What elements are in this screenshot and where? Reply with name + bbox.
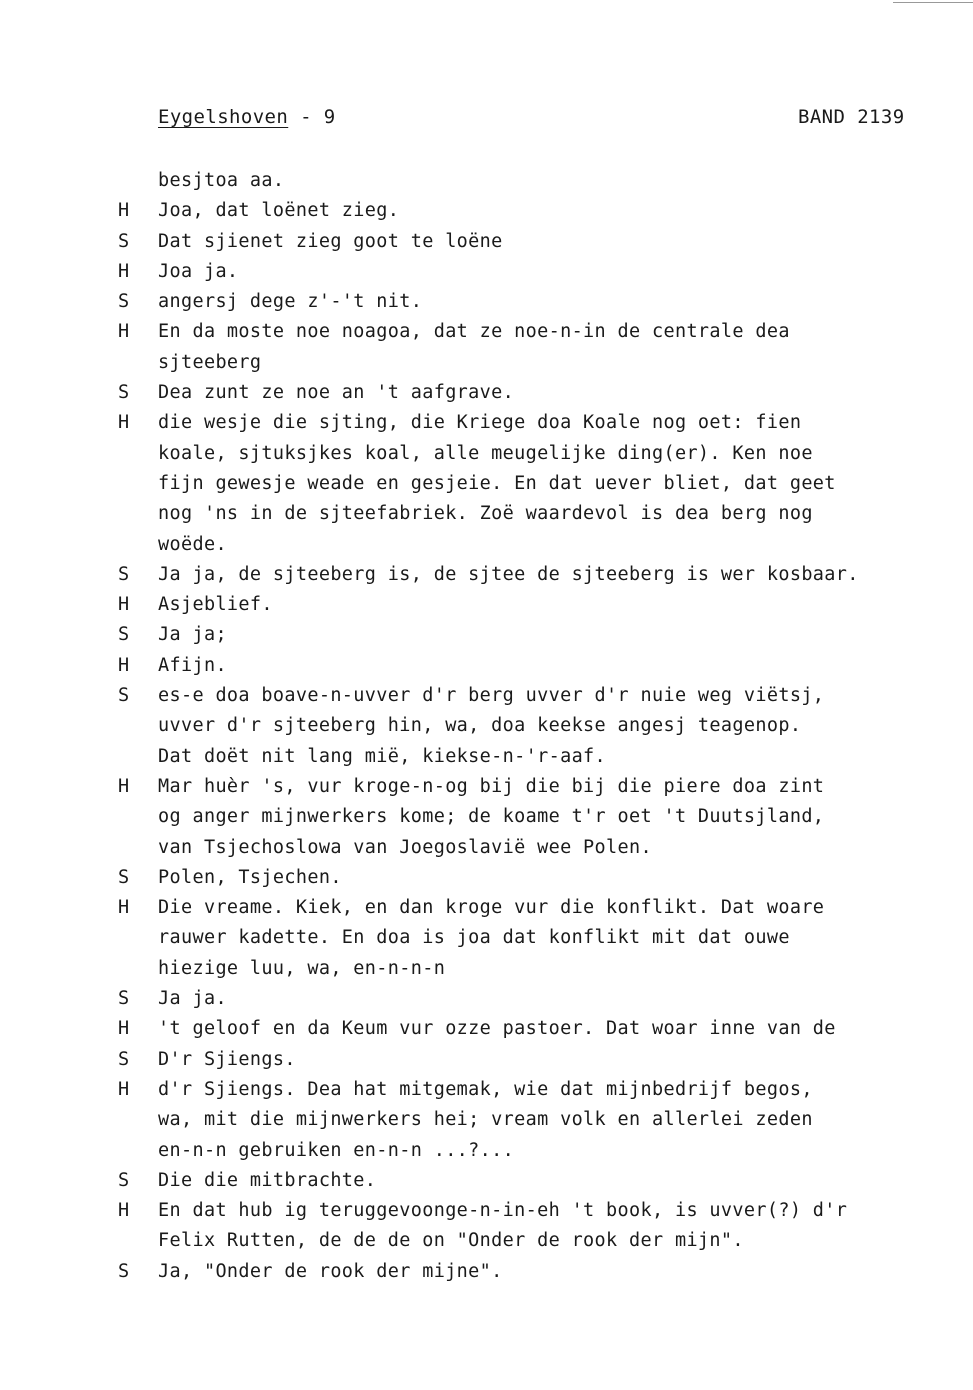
transcript-line (0, 560, 973, 590)
transcript-line (0, 1014, 973, 1044)
speaker-label: S (118, 563, 130, 585)
line-text: fijn gewesje weade en gesjeie. En dat uever bliet, dat geet (158, 472, 836, 494)
line-text: Afijn. (158, 654, 227, 676)
line-text: Felix Rutten, de de de on "Onder de rook der mijn". (158, 1230, 744, 1252)
transcript-line (0, 166, 973, 196)
line-text: nog 'ns in de sjteefabriek. Zoë waardevol is dea berg nog (158, 503, 813, 525)
line-text: En dat hub ig teruggevoonge-n-in-eh 't book, is uvver(?) d'r (158, 1200, 848, 1222)
transcript-line (0, 348, 973, 378)
line-text: og anger mijnwerkers kome; de koame t'r oet 't Duutsjland, (158, 806, 825, 828)
speaker-label: S (118, 1048, 130, 1070)
line-text: Dat sjienet zieg goot te loëne (158, 230, 503, 252)
transcript-line (0, 833, 973, 863)
transcript-line (0, 893, 973, 923)
speaker-label: H (118, 260, 130, 282)
line-text: Joa ja. (158, 260, 239, 282)
line-text: angersj dege z'-'t nit. (158, 291, 423, 313)
speaker-label: S (118, 291, 130, 313)
transcript-line (0, 1075, 973, 1105)
transcript-line (0, 863, 973, 893)
transcript-line (0, 1196, 973, 1226)
transcript-line (0, 408, 973, 438)
transcript-line (0, 378, 973, 408)
speaker-label: H (118, 775, 130, 797)
line-text: sjteeberg (158, 351, 262, 373)
line-text: En da moste noe noagoa, dat ze noe-n-in de centrale dea (158, 321, 790, 343)
transcript-lines (0, 166, 973, 1287)
transcript-line (0, 499, 973, 529)
line-text: Dea zunt ze noe an 't aafgrave. (158, 382, 515, 404)
speaker-label: H (118, 654, 130, 676)
speaker-label: S (118, 866, 130, 888)
line-text: d'r Sjiengs. Dea hat mitgemak, wie dat mijnbedrijf begos, (158, 1078, 813, 1100)
line-text: Ja ja; (158, 624, 227, 646)
transcript-line (0, 1226, 973, 1256)
line-text: es-e doa boave-n-uvver d'r berg uvver d'r nuie weg viëtsj, (158, 685, 825, 707)
transcript-line (0, 984, 973, 1014)
transcript-line (0, 1166, 973, 1196)
transcript-line (0, 257, 973, 287)
line-text: hiezige luu, wa, en-n-n-n (158, 957, 446, 979)
line-text: wa, mit die mijnwerkers hei; vream volk en allerlei zeden (158, 1109, 813, 1131)
speaker-label: S (118, 382, 130, 404)
transcript-line (0, 772, 973, 802)
line-text: rauwer kadette. En doa is joa dat konflikt mit dat ouwe (158, 927, 790, 949)
speaker-label: H (118, 897, 130, 919)
transcript-line (0, 439, 973, 469)
transcript-line (0, 469, 973, 499)
line-text: Asjeblief. (158, 594, 273, 616)
line-text: Dat doët nit lang mië, kiekse-n-'r-aaf. (158, 745, 607, 767)
transcript-line (0, 651, 973, 681)
transcript-line (0, 802, 973, 832)
line-text: D'r Sjiengs. (158, 1048, 296, 1070)
transcript-line (0, 1105, 973, 1135)
line-text: Die vreame. Kiek, en dan kroge vur die konflikt. Dat woare (158, 897, 825, 919)
line-text: Ja, "Onder de rook der mijne". (158, 1260, 503, 1282)
line-text: Ja ja, de sjteeberg is, de sjtee de sjteeberg is wer kosbaar. (158, 563, 859, 585)
page-number: - 9 (288, 106, 336, 128)
page-header-title (158, 106, 336, 128)
transcript-line (0, 1136, 973, 1166)
line-text: Die die mitbrachte. (158, 1169, 377, 1191)
transcript-line (0, 1045, 973, 1075)
line-text: van Tsjechoslowa van Joegoslavië wee Polen. (158, 836, 652, 858)
transcript-line (0, 620, 973, 650)
speaker-label: S (118, 1260, 130, 1282)
transcript-line (0, 742, 973, 772)
speaker-label: H (118, 1200, 130, 1222)
transcript-line (0, 681, 973, 711)
line-text: Joa, dat loënet zieg. (158, 200, 400, 222)
line-text: 't geloof en da Keum vur ozze pastoer. Dat woar inne van de (158, 1018, 836, 1040)
place-name: Eygelshoven (158, 106, 289, 128)
line-text: Polen, Tsjechen. (158, 866, 342, 888)
speaker-label: H (118, 1018, 130, 1040)
speaker-label: H (118, 200, 130, 222)
transcript-line (0, 227, 973, 257)
line-text: Ja ja. (158, 988, 227, 1010)
top-edge-rule (893, 2, 973, 3)
speaker-label: S (118, 988, 130, 1010)
transcript-line (0, 317, 973, 347)
line-text: die wesje die sjting, die Kriege doa Koale nog oet: fien (158, 412, 802, 434)
speaker-label: S (118, 624, 130, 646)
transcript-line (0, 711, 973, 741)
line-text: uvver d'r sjteeberg hin, wa, doa keekse angesj teagenop. (158, 715, 802, 737)
transcript-line (0, 923, 973, 953)
line-text: woëde. (158, 533, 227, 555)
transcript-line (0, 196, 973, 226)
transcript-line (0, 530, 973, 560)
line-text: en-n-n gebruiken en-n-n ...?... (158, 1139, 515, 1161)
transcript-line (0, 954, 973, 984)
line-text: koale, sjtuksjkes koal, alle meugelijke ding(er). Ken noe (158, 442, 813, 464)
speaker-label: H (118, 1078, 130, 1100)
speaker-label: H (118, 594, 130, 616)
transcript-line (0, 590, 973, 620)
transcript-line (0, 1257, 973, 1287)
speaker-label: H (118, 412, 130, 434)
speaker-label: S (118, 685, 130, 707)
speaker-label: H (118, 321, 130, 343)
band-number: BAND 2139 (798, 106, 905, 128)
transcript-line (0, 287, 973, 317)
line-text: Mar huèr 's, vur kroge-n-og bij die bij die piere doa zint (158, 775, 825, 797)
speaker-label: S (118, 1169, 130, 1191)
speaker-label: S (118, 230, 130, 252)
line-text: besjtoa aa. (158, 170, 285, 191)
